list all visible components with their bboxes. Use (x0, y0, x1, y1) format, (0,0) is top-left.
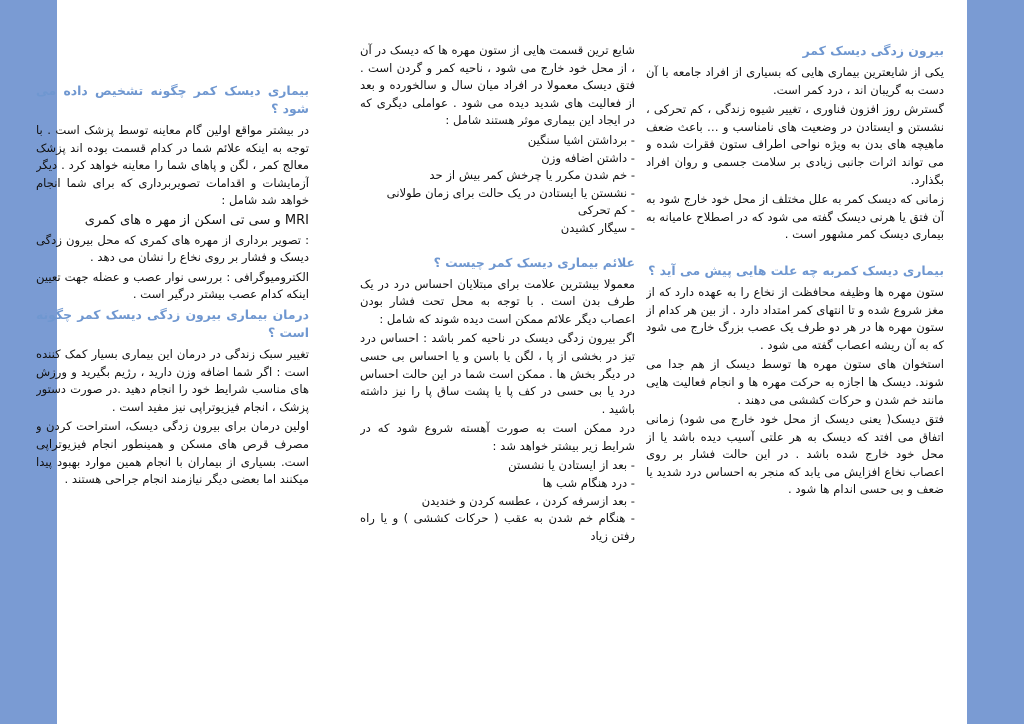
right-side-band (967, 0, 1024, 724)
list-item: - داشتن اضافه وزن (541, 150, 635, 165)
heading-herniated-disc: بیرون زدگی دیسک کمر (802, 43, 944, 58)
paragraph: ستون مهره ها وظیفه محافظت از نخاع را به عهده دارد که از مغز شروع شده و تا انتهای کمر امتداد دارد . از بین هر کدام از ستون مهره ها در هر دو طرف یک عصب بزرگ خارج می شود که به آن ریشه اعصاب گفته می شود . (646, 284, 944, 352)
middle-column (360, 42, 635, 545)
paragraph: درد ممکن است به صورت آهسته شروع شود که در شرایط زیر بیشتر خواهد شد : (360, 421, 635, 453)
paragraph: الکترومیوگرافی : بررسی نوار عصب و عضله جهت تعیین اینکه کدام عصب بیشتر درگیر است . (36, 269, 309, 302)
heading-causes: بیماری دیسک کمربه چه علت هایی پیش می آید ؟ (648, 262, 944, 278)
heading-diagnosis: بیماری دیسک کمر چگونه تشخیص داده می شود ؟ (36, 83, 309, 116)
paragraph: یکی از شایعترین بیماری هایی که بسیاری از افراد جامعه با آن دست به گریبان اند ، درد کمر است. (646, 65, 944, 97)
list-item: - کم تحرکی (577, 203, 635, 218)
list-item: - خم شدن مکرر یا چرخش کمر بیش از حد (429, 168, 635, 183)
heading-treatment: درمان بیماری بیرون زدگی دیسک کمر چگونه است ؟ (36, 306, 309, 340)
paragraph: تغییر سبک زندگی در درمان این بیماری بسیار کمک کننده است : اگر شما اضافه وزن دارید ، رژیم بگیرید و ورزش های مناسب شرایط خود را انجام دهید .در صورت دستور پزشک ، انجام فیزیوتراپی نیز مفید است . (36, 346, 309, 414)
list-item: - بعد ازسرفه کردن ، عطسه کردن و خندیدن (421, 493, 635, 508)
paragraph: گسترش روز افزون فناوری ، تغییر شیوه زندگی ، کم تحرکی ، نشستن و ایستادن در وضعیت های نامناسب و … باعث ضعف ماهیچه های بدن به ویژه نواحی اطراف ستون فقرات شده و می تواند اثرات جانبی زیادی بر سلامت جسمی و روان افراد بگذارد. (646, 102, 944, 187)
list-item: - بعد از ایستادن یا نشستن (508, 458, 635, 473)
list-item: - نشستن یا ایستادن در یک حالت برای زمان طولانی (386, 185, 635, 200)
paragraph: اولین درمان برای بیرون زدگی دیسک، استراحت کردن و مصرف قرص های مسکن و همینطور انجام فیزیوتراپی است. بسیاری از بیماران با انجام همین موارد بهبود پیدا میکنند اما بعضی دیگر نیازمند انجام جراحی هستند . (36, 419, 309, 487)
left-column (36, 82, 309, 491)
paragraph: اگر بیرون زدگی دیسک در ناحیه کمر باشد : احساس درد تیز در بخشی از پا ، لگن یا باسن و یا احساس بی حسی در دیگر بخش ها . ممکن است شما در این حالت احساس درد یا بی حسی در کف پا یا پشت ساق پا را نیز داشته باشید . (360, 331, 635, 416)
heading-symptoms: علائم بیماری دیسک کمر چیست ؟ (433, 254, 635, 270)
list-item: - هنگام خم شدن به عقب ( حرکات کششی ) و یا راه رفتن زیاد (360, 511, 635, 543)
right-column (646, 42, 944, 501)
paragraph: در بیشتر مواقع اولین گام معاینه توسط پزشک است . با توجه به اینکه علائم شما در کدام قسمت بوده اند پزشک معالج کمر ، لگن و پاهای شما را معاینه خواهد کرد . دیگر آزمایشات و اقدامات تصویربرداری که برای شما انجام خواهد شد شامل : (36, 123, 309, 208)
paragraph: استخوان های ستون مهره ها توسط دیسک از هم جدا می شوند. دیسک ها اجازه به حرکت مهره ها و انجام فعالیت هایی مانند خم شدن و حرکات کششی می دهند . (646, 357, 944, 407)
list-item: - برداشتن اشیا سنگین (527, 132, 635, 147)
paragraph: : تصویر برداری از مهره های کمری که محل بیرون زدگی دیسک و فشار بر روی نخاع را نشان می دهد . (36, 232, 309, 265)
paragraph: معمولا بیشترین علامت برای مبتلایان احساس درد در یک طرف بدن است . با توجه به محل تحت فشار بودن اعصاب دیگر علائم ممکن است دیده شوند که شامل : (360, 276, 635, 326)
paragraph: MRI و سی تی اسکن از مهر ه های کمری (84, 212, 309, 228)
list-item: - درد هنگام شب ها (542, 476, 635, 491)
paragraph: زمانی که دیسک کمر به علل مختلف از محل خود خارج شود به آن فتق یا هرنی دیسک گفته می شود که در اصطلاح عامیانه به بیماری دیسک کمر مشهور است . (646, 192, 944, 242)
paragraph: شایع ترین قسمت هایی از ستون مهره ها که دیسک در آن ، از محل خود خارج می شود ، ناحیه کمر و گردن است . فتق دیسک معمولا در افراد میان سال و سالخورده و بعد از فعالیت های شدید دیده می شود . عواملی دیگری که در ایجاد این بیماری موثر هستند شامل : (360, 43, 635, 128)
paragraph: فتق دیسک( یعنی دیسک از محل خود خارج می شود) زمانی اتفاق می افتد که دیسک به هر علتی آسیب دیده باشد یا از محل خود خارج شده باشد . در این حالت فشار بر روی اعصاب نخاع افزایش می یابد که منجر به احساس درد شدید یا ضعف و بی حسی اندام ها شود . (646, 412, 944, 497)
list-item: - سیگار کشیدن (560, 220, 635, 235)
